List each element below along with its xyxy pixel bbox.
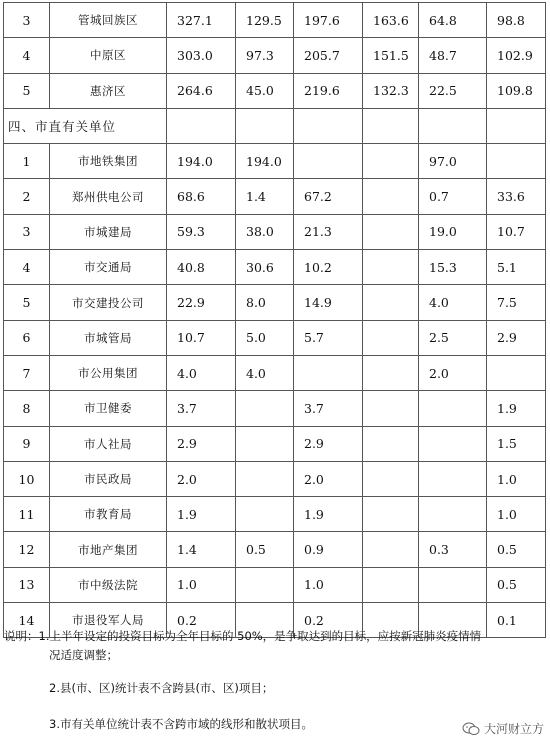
table-row <box>4 532 546 567</box>
row-index: 13 <box>4 567 50 602</box>
note-line-3: 3.市有关单位统计表不含跨市域的线形和散状项目。 <box>49 717 313 731</box>
value-cell: 163.6 <box>363 3 419 38</box>
value-cell: 327.1 <box>167 3 236 38</box>
value-cell <box>419 497 487 532</box>
value-cell: 59.3 <box>167 214 236 249</box>
table-body <box>4 3 546 638</box>
unit-name: 市退役军人局 <box>50 603 167 638</box>
value-cell: 0.5 <box>487 567 546 602</box>
value-cell: 0.5 <box>236 532 294 567</box>
value-cell: 7.5 <box>487 285 546 320</box>
row-index: 4 <box>4 38 50 73</box>
empty-cell <box>419 108 487 143</box>
row-index: 12 <box>4 532 50 567</box>
unit-name: 中原区 <box>50 38 167 73</box>
value-cell: 197.6 <box>294 3 363 38</box>
value-cell: 0.2 <box>167 603 236 638</box>
table-row <box>4 426 546 461</box>
table-row <box>4 144 546 179</box>
table-row <box>4 285 546 320</box>
value-cell: 3.7 <box>294 391 363 426</box>
value-cell: 0.5 <box>487 532 546 567</box>
table-row <box>4 355 546 390</box>
unit-name: 市地产集团 <box>50 532 167 567</box>
value-cell <box>236 497 294 532</box>
value-cell: 15.3 <box>419 250 487 285</box>
value-cell: 132.3 <box>363 73 419 108</box>
value-cell <box>363 355 419 390</box>
value-cell: 205.7 <box>294 38 363 73</box>
note-line-1: 说明：1.上半年设定的投资目标为全年目标的 50%，是争取达到的目标，应按新冠肺炎疫情情 <box>4 629 482 643</box>
table-row <box>4 391 546 426</box>
table-row <box>4 250 546 285</box>
value-cell: 2.9 <box>294 426 363 461</box>
unit-name: 市卫健委 <box>50 391 167 426</box>
value-cell: 40.8 <box>167 250 236 285</box>
value-cell <box>419 426 487 461</box>
value-cell: 22.9 <box>167 285 236 320</box>
value-cell: 8.0 <box>236 285 294 320</box>
value-cell: 5.1 <box>487 250 546 285</box>
value-cell: 10.2 <box>294 250 363 285</box>
value-cell: 1.4 <box>236 179 294 214</box>
value-cell: 1.0 <box>167 567 236 602</box>
value-cell: 10.7 <box>487 214 546 249</box>
note-line-2: 2.县(市、区)统计表不含跨县(市、区)项目； <box>49 681 274 695</box>
row-index: 2 <box>4 179 50 214</box>
investment-table <box>3 2 546 638</box>
value-cell <box>236 461 294 496</box>
value-cell: 68.6 <box>167 179 236 214</box>
value-cell: 151.5 <box>363 38 419 73</box>
value-cell: 2.5 <box>419 320 487 355</box>
value-cell <box>294 355 363 390</box>
value-cell: 5.0 <box>236 320 294 355</box>
row-index: 5 <box>4 285 50 320</box>
value-cell: 0.7 <box>419 179 487 214</box>
value-cell: 2.9 <box>167 426 236 461</box>
value-cell: 0.9 <box>294 532 363 567</box>
value-cell <box>363 285 419 320</box>
value-cell <box>487 144 546 179</box>
empty-cell <box>236 108 294 143</box>
value-cell <box>363 391 419 426</box>
value-cell: 2.0 <box>167 461 236 496</box>
row-index: 5 <box>4 73 50 108</box>
empty-cell <box>487 108 546 143</box>
value-cell: 303.0 <box>167 38 236 73</box>
empty-cell <box>363 108 419 143</box>
value-cell: 2.0 <box>419 355 487 390</box>
row-index: 9 <box>4 426 50 461</box>
row-index: 3 <box>4 214 50 249</box>
row-index: 6 <box>4 320 50 355</box>
watermark-text: 大河财立方 <box>483 722 544 736</box>
value-cell: 48.7 <box>419 38 487 73</box>
value-cell: 1.9 <box>487 391 546 426</box>
row-index: 14 <box>4 603 50 638</box>
section-row <box>4 108 546 143</box>
unit-name: 市公用集团 <box>50 355 167 390</box>
table-row <box>4 320 546 355</box>
table-row <box>4 3 546 38</box>
table-row <box>4 38 546 73</box>
value-cell <box>236 391 294 426</box>
row-index: 7 <box>4 355 50 390</box>
value-cell <box>419 391 487 426</box>
value-cell <box>363 214 419 249</box>
unit-name: 市城管局 <box>50 320 167 355</box>
value-cell <box>487 355 546 390</box>
unit-name: 惠济区 <box>50 73 167 108</box>
value-cell: 19.0 <box>419 214 487 249</box>
table-row <box>4 73 546 108</box>
value-cell: 30.6 <box>236 250 294 285</box>
value-cell: 38.0 <box>236 214 294 249</box>
value-cell: 14.9 <box>294 285 363 320</box>
empty-cell <box>167 108 236 143</box>
table-row <box>4 567 546 602</box>
unit-name: 市民政局 <box>50 461 167 496</box>
value-cell: 4.0 <box>236 355 294 390</box>
value-cell: 0.1 <box>487 603 546 638</box>
value-cell: 0.3 <box>419 532 487 567</box>
row-index: 8 <box>4 391 50 426</box>
value-cell: 97.0 <box>419 144 487 179</box>
value-cell: 22.5 <box>419 73 487 108</box>
value-cell: 2.0 <box>294 461 363 496</box>
value-cell <box>294 144 363 179</box>
row-index: 11 <box>4 497 50 532</box>
value-cell: 67.2 <box>294 179 363 214</box>
table-row <box>4 497 546 532</box>
value-cell: 194.0 <box>236 144 294 179</box>
value-cell: 10.7 <box>167 320 236 355</box>
value-cell: 2.9 <box>487 320 546 355</box>
value-cell <box>363 532 419 567</box>
value-cell: 45.0 <box>236 73 294 108</box>
unit-name: 郑州供电公司 <box>50 179 167 214</box>
value-cell: 219.6 <box>294 73 363 108</box>
value-cell: 4.0 <box>167 355 236 390</box>
note-line-1-cont: 况适度调整； <box>49 648 118 662</box>
value-cell <box>236 567 294 602</box>
value-cell: 194.0 <box>167 144 236 179</box>
value-cell <box>363 179 419 214</box>
value-cell: 64.8 <box>419 3 487 38</box>
row-index: 3 <box>4 3 50 38</box>
value-cell: 264.6 <box>167 73 236 108</box>
value-cell: 1.9 <box>167 497 236 532</box>
value-cell <box>363 497 419 532</box>
value-cell: 21.3 <box>294 214 363 249</box>
value-cell <box>363 461 419 496</box>
value-cell: 97.3 <box>236 38 294 73</box>
value-cell: 5.7 <box>294 320 363 355</box>
row-index: 4 <box>4 250 50 285</box>
table-row <box>4 461 546 496</box>
table-row <box>4 214 546 249</box>
value-cell: 102.9 <box>487 38 546 73</box>
unit-name: 市人社局 <box>50 426 167 461</box>
value-cell: 1.0 <box>487 461 546 496</box>
value-cell <box>236 426 294 461</box>
value-cell: 1.4 <box>167 532 236 567</box>
value-cell: 1.0 <box>294 567 363 602</box>
value-cell: 1.5 <box>487 426 546 461</box>
value-cell <box>363 567 419 602</box>
value-cell: 0.2 <box>294 603 363 638</box>
unit-name: 市交建投公司 <box>50 285 167 320</box>
empty-cell <box>294 108 363 143</box>
value-cell: 33.6 <box>487 179 546 214</box>
value-cell <box>363 250 419 285</box>
unit-name: 市城建局 <box>50 214 167 249</box>
value-cell: 4.0 <box>419 285 487 320</box>
wechat-icon <box>462 722 480 736</box>
value-cell: 1.9 <box>294 497 363 532</box>
unit-name: 管城回族区 <box>50 3 167 38</box>
value-cell: 1.0 <box>487 497 546 532</box>
table-row <box>4 179 546 214</box>
value-cell <box>419 461 487 496</box>
value-cell <box>363 144 419 179</box>
unit-name: 市交通局 <box>50 250 167 285</box>
row-index: 1 <box>4 144 50 179</box>
value-cell <box>419 567 487 602</box>
unit-name: 市地铁集团 <box>50 144 167 179</box>
row-index: 10 <box>4 461 50 496</box>
unit-name: 市中级法院 <box>50 567 167 602</box>
value-cell <box>363 426 419 461</box>
value-cell <box>363 320 419 355</box>
watermark <box>462 720 544 737</box>
section-label: 四、市直有关单位 <box>4 108 167 143</box>
value-cell: 98.8 <box>487 3 546 38</box>
value-cell: 129.5 <box>236 3 294 38</box>
value-cell: 3.7 <box>167 391 236 426</box>
value-cell: 109.8 <box>487 73 546 108</box>
unit-name: 市教育局 <box>50 497 167 532</box>
